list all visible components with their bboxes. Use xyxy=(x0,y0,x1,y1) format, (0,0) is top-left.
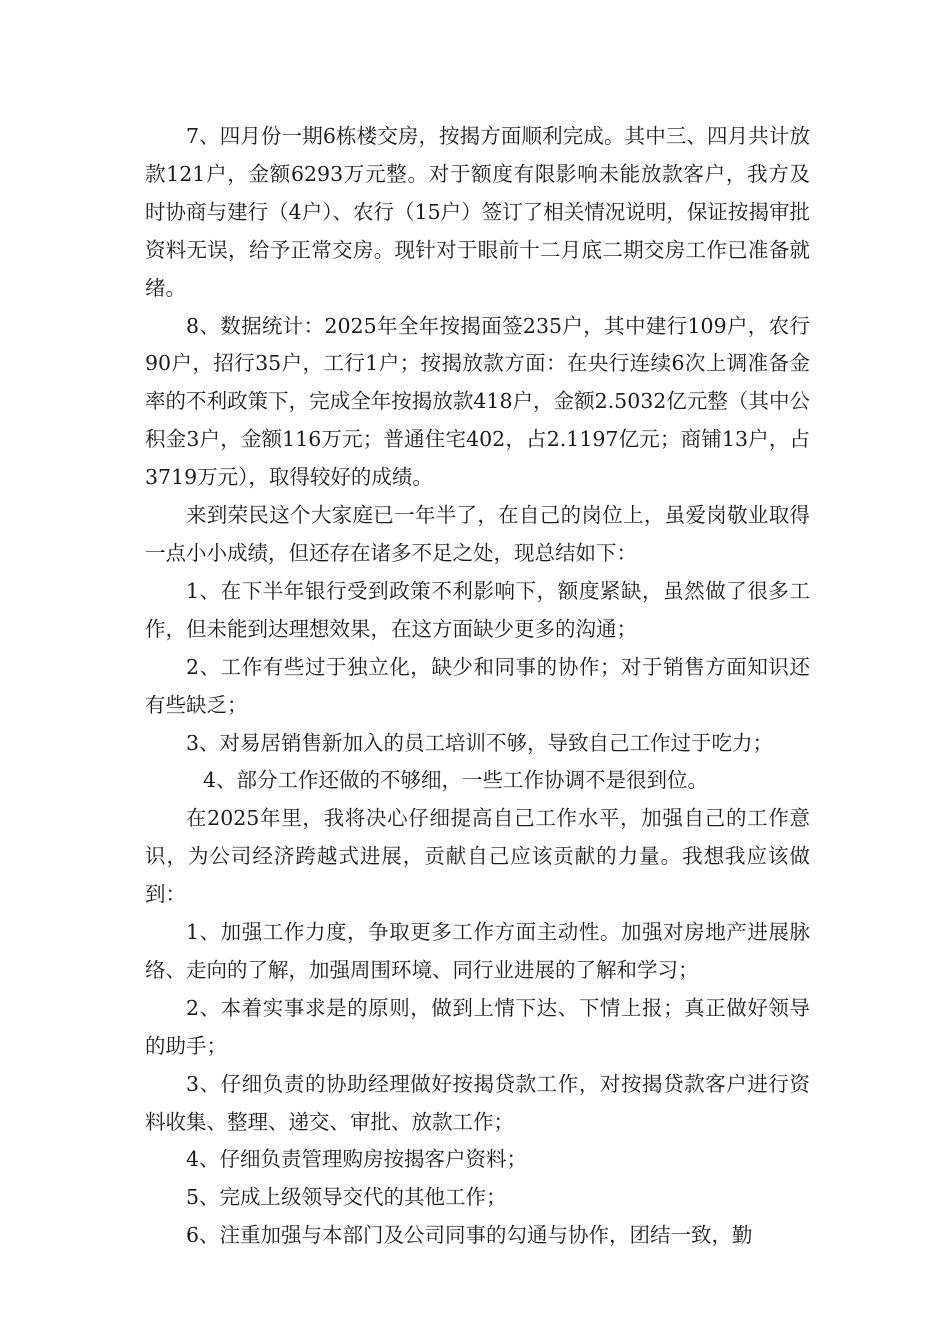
paragraph-shortcoming-1: 1、在下半年银行受到政策不利影响下，额度紧缺，虽然做了很多工作，但未能到达理想效果，在这方面缺少更多的沟通； xyxy=(145,578,810,641)
paragraph-shortcoming-2: 2、工作有些过于独立化，缺少和同事的协作；对于销售方面知识还有些缺乏； xyxy=(145,654,810,717)
paragraph-plan-2: 2、本着实事求是的原则，做到上情下达、下情上报；真正做好领导的助手； xyxy=(145,995,810,1058)
paragraph-item-7-handover: 7、四月份一期6栋楼交房，按揭方面顺利完成。其中三、四月共计放款121户，金额6293万元整。对于额度有限影响未能放款客户，我方及时协商与建行（4户）、农行（15户）签订了相关情况说明，保证按揭审批资料无误，给予正常交房。现针对于眼前十二月底二期交房工作已准备就绪。 xyxy=(145,124,810,300)
paragraph-plan-5: 5、完成上级领导交代的其他工作； xyxy=(186,1185,507,1210)
paragraph-plan-6: 6、注重加强与本部门及公司同事的勾通与协作，团结一致，勤 xyxy=(186,1223,753,1248)
paragraph-plan-intro: 在2025年里，我将决心仔细提高自己工作水平，加强自己的工作意识，为公司经济跨越式进展，贡献自己应该贡献的力量。我想我应该做到： xyxy=(145,806,810,907)
paragraph-shortcoming-4: 4、部分工作还做的不够细，一些工作协调不是很到位。 xyxy=(203,768,709,793)
paragraph-self-review-intro: 来到荣民这个大家庭已一年半了，在自己的岗位上，虽爱岗敬业取得一点小小成绩，但还存在诸多不足之处，现总结如下： xyxy=(145,503,810,565)
document-page xyxy=(145,118,810,1255)
paragraph-plan-4: 4、仔细负责管理购房按揭客户资料； xyxy=(186,1147,528,1172)
paragraph-shortcoming-3: 3、对易居销售新加入的员工培训不够，导致自己工作过于吃力； xyxy=(186,730,774,755)
paragraph-plan-1: 1、加强工作力度，争取更多工作方面主动性。加强对房地产进展脉络、走向的了解，加强周围环境、同行业进展的了解和学习； xyxy=(145,920,810,982)
paragraph-item-8-statistics: 8、数据统计：2025年全年按揭面签235户，其中建行109户，农行90户，招行35户，工行1户；按揭放款方面：在央行连续6次上调准备金率的不利政策下，完成全年按揭放款418户，金额2.5032亿元整（其中公积金3户，金额116万元；普通住宅402，占2.1197亿元；商铺13户，占3719万元），取得较好的成绩。 xyxy=(145,313,810,490)
paragraph-plan-3: 3、仔细负责的协助经理做好按揭贷款工作，对按揭贷款客户进行资料收集、整理、递交、审批、放款工作； xyxy=(145,1071,810,1134)
